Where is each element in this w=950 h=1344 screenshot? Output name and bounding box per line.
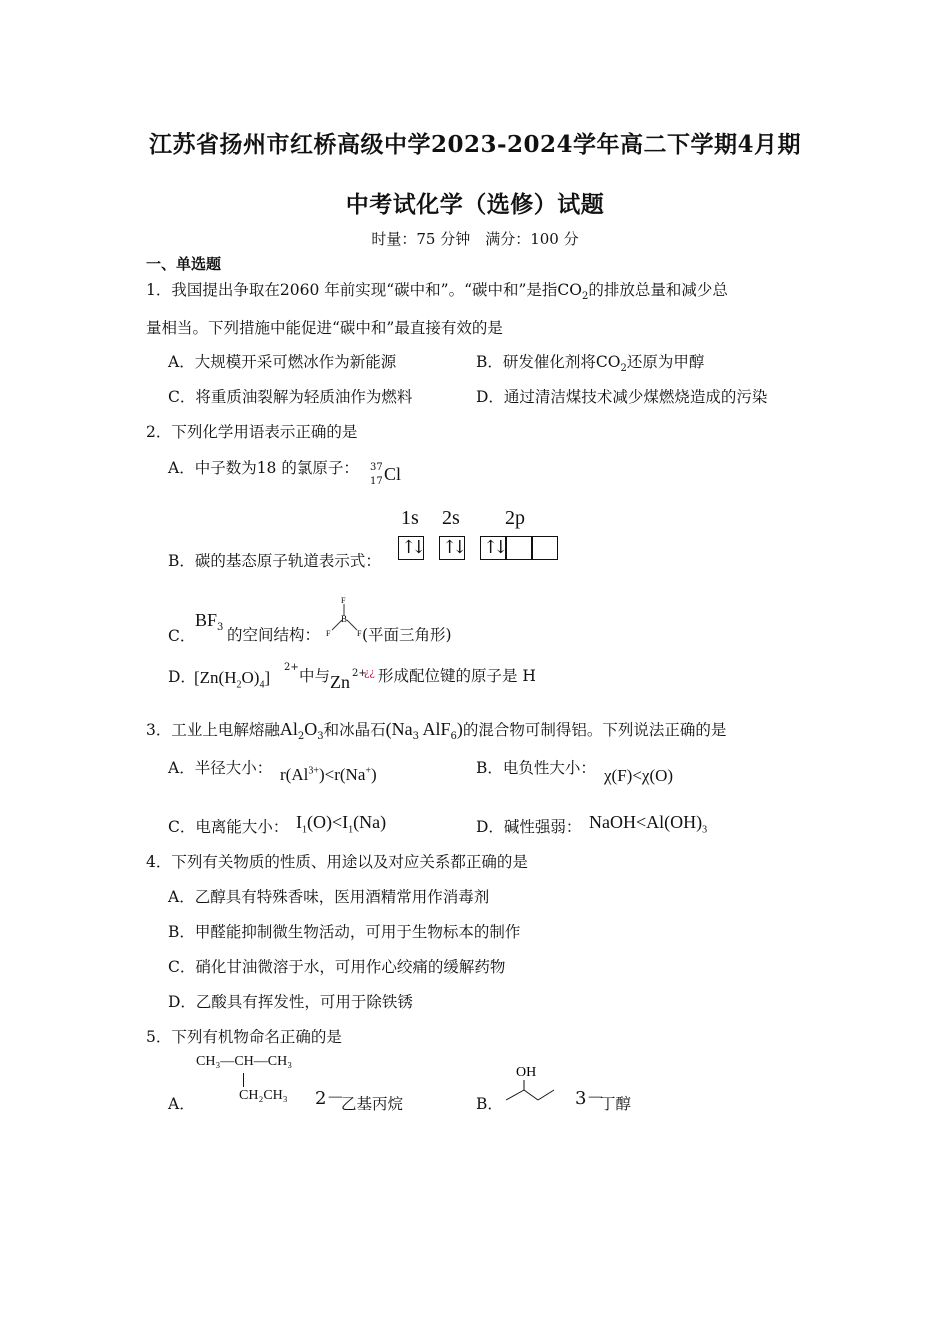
q2-option-c-text: 的空间结构： [227, 626, 321, 644]
fluorine-left: F [326, 629, 331, 638]
q3-option-a-expr: $r(Al^{3+})<r(Na^+)$ [280, 765, 377, 784]
q3-option-d-expr: $NaOH<Al(OH)_3$ [589, 812, 708, 836]
exam-title-line1: 江苏省扬州市红桥高级中学2023-2024学年高二下学期4月期 [148, 131, 802, 158]
q2-option-d-mid: 中与 [299, 667, 331, 685]
q4-option-c: C．硝化甘油微溶于水，可用作心绞痛的缓解药物 [168, 958, 506, 976]
q2-option-b: B．碳的基态原子轨道表示式： [168, 552, 381, 570]
q1-stem-line2: 量相当。下列措施中能促进“碳中和”最直接有效的是 [146, 319, 503, 337]
section-heading: 一、单选题 [146, 255, 222, 273]
hydroxyl-label: OH [516, 1065, 537, 1080]
zinc-ion: Zn [330, 672, 350, 692]
fluorine-top: F [341, 596, 346, 605]
orbital-box-2s: ↑↓ [439, 536, 465, 560]
q3-option-b-label: B．电负性大小： [476, 759, 596, 777]
zinc-complex-formula: $[Zn(H_2O)_4]$ [194, 668, 271, 691]
q5-option-a-number: 2－ [315, 1088, 345, 1109]
q5-option-a-label: A． [168, 1095, 195, 1113]
zinc-ion-charge: 2+ [352, 668, 367, 679]
q2-option-a: A．中子数为18 的氯原子： [168, 459, 359, 477]
orbital-label-2p: 2p [505, 507, 525, 529]
q5-stem: 5．下列有机物命名正确的是 [146, 1028, 342, 1046]
orbital-box-2p-1: ↑↓ [480, 536, 506, 560]
q5-option-b-name: 丁醇 [600, 1095, 632, 1113]
q3-option-a-label: A．半径大小： [168, 759, 273, 777]
boron-center: B [341, 614, 348, 624]
q3-option-d-label: D．碱性强弱： [476, 818, 582, 836]
q5-option-b-label: B． [476, 1095, 503, 1113]
q4-option-b: B．甲醛能抑制微生物活动，可用于生物标本的制作 [168, 923, 521, 941]
q2-option-d-label: D． [168, 668, 196, 686]
q1-option-a: A．大规模开采可燃冰作为新能源 [168, 353, 397, 371]
q5-option-a-structure: CH₃—CH—CH₃ CH₂CH₃ [196, 1054, 293, 1103]
orbital-box-2p-3 [532, 536, 558, 560]
butanol-skeletal-structure [500, 1060, 560, 1106]
orbital-label-2s: 2s [442, 507, 460, 529]
garbled-glyph: ¿¿ [364, 668, 375, 679]
exam-title-line2: 中考试化学（选修）试题 [345, 191, 605, 218]
chlorine-isotope-symbol: 37 17 Cl [370, 462, 402, 487]
q2-option-c-label: C． [168, 627, 196, 645]
q4-option-d: D．乙酸具有挥发性，可用于除铁锈 [168, 993, 413, 1011]
q1-option-c: C．将重质油裂解为轻质油作为燃料 [168, 388, 413, 406]
q1-option-d: D．通过清洁煤技术减少煤燃烧造成的污染 [476, 388, 768, 406]
zinc-complex-charge: 2+ [284, 662, 299, 673]
q5-option-b-number: 3－ [575, 1088, 605, 1109]
q1-option-b: B．研发催化剂将$CO_2$还原为甲醇 [476, 353, 705, 375]
q3-option-c-expr: $I_1(O)<I_1(Na)$ [296, 812, 387, 836]
q3-option-b-expr: χ(F)<χ(O) [604, 766, 674, 785]
q4-option-a: A．乙醇具有特殊香味，医用酒精常用作消毒剂 [168, 888, 490, 906]
q3-option-c-label: C．电离能大小： [168, 818, 289, 836]
q2-option-d-post: 形成配位键的原子是 H [378, 667, 536, 685]
q1-stem: 1．我国提出争取在2060 年前实现“碳中和”。“碳中和”是指$CO_2$的排放总量和减少总 [146, 281, 728, 303]
bf3-structure [322, 594, 366, 640]
branch-bond [243, 1073, 244, 1087]
orbital-label-1s: 1s [401, 507, 419, 529]
fluorine-right: F [357, 629, 362, 638]
q2-option-c-shape: (平面三角形) [362, 626, 452, 644]
q5-option-a-name: 乙基丙烷 [341, 1095, 404, 1113]
q4-stem: 4．下列有关物质的性质、用途以及对应关系都正确的是 [146, 853, 528, 871]
q3-stem: 3．工业上电解熔融$Al_2O_3$和冰晶石($Na_3$ AlF$_6$)的混合物可制得铝。下列说法正确的是 [146, 719, 727, 743]
q2-stem: 2．下列化学用语表示正确的是 [146, 423, 358, 441]
orbital-box-2p-2 [506, 536, 532, 560]
orbital-box-1s: ↑↓ [398, 536, 424, 560]
exam-meta: 时量：75 分钟 满分：100 分 [371, 230, 579, 248]
q2-option-c-formula: $BF_3$ [195, 610, 224, 634]
